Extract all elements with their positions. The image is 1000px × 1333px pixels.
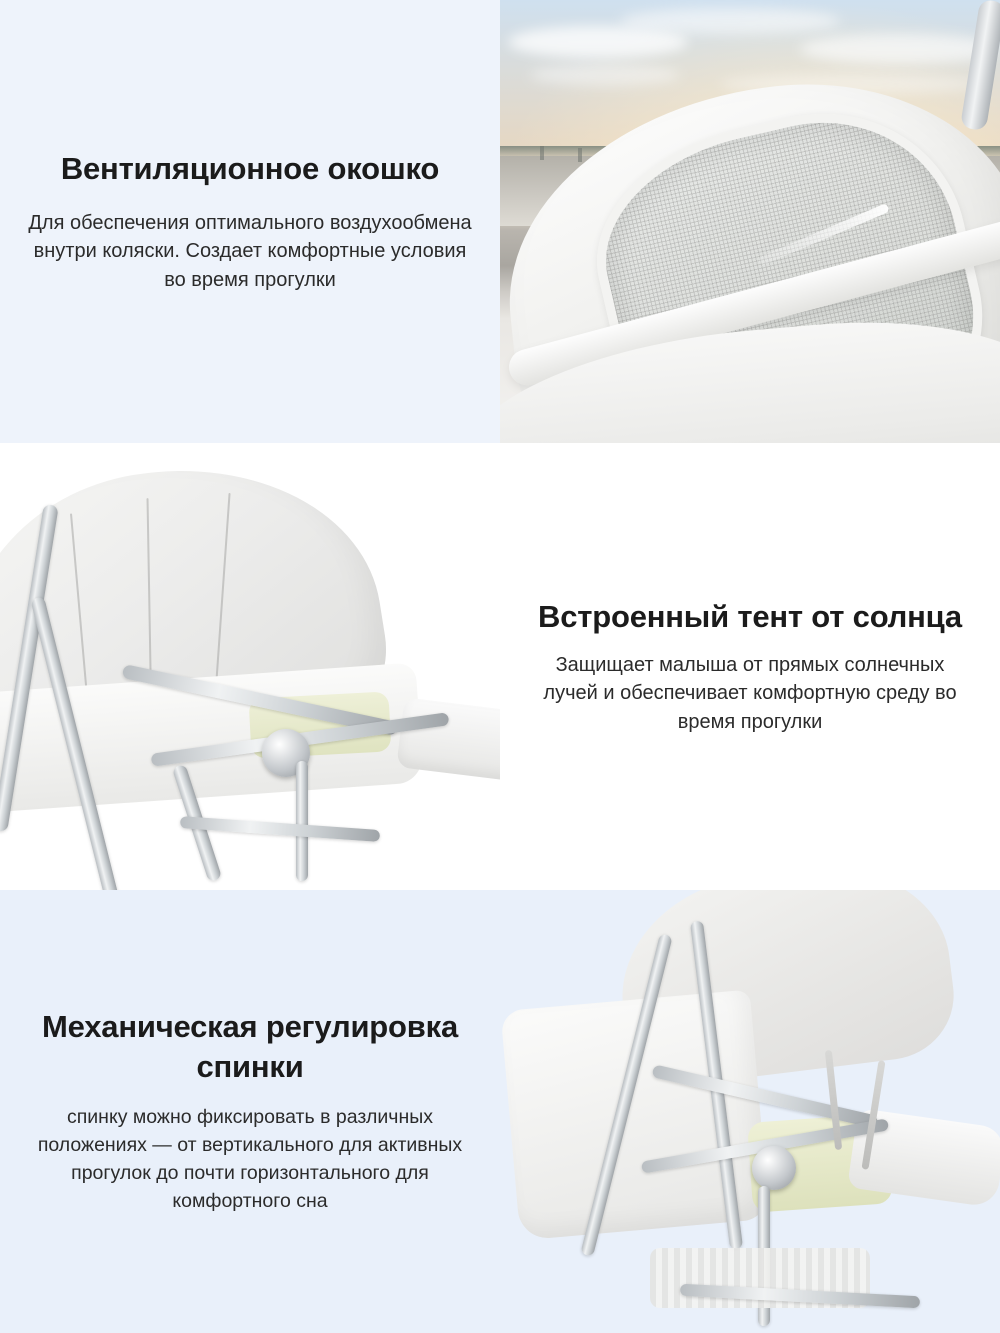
feature-body-backrest: спинку можно фиксировать в различных положениях — от вертикального для активных прогулок до почти горизонтального для комфортного сна: [37, 1105, 463, 1213]
frame-bar: [180, 816, 380, 842]
shore-post: [578, 148, 582, 162]
feature-text-block-ventilation: [0, 0, 500, 443]
feature-image-sun-canopy: [0, 443, 500, 890]
feature-section-sun-canopy: [0, 443, 1000, 890]
photo-canopy-mesh-window: [500, 0, 1000, 443]
cloud-shape: [530, 64, 680, 86]
feature-image-backrest: [500, 890, 1000, 1333]
frame-bar: [296, 761, 308, 881]
feature-text-block-sun-canopy: [500, 443, 1000, 890]
photo-stroller-side-view: [0, 443, 500, 890]
feature-body-ventilation: Для обеспечения оптимального воздухообмена внутри коляски. Создает комфортные условия во время прогулки: [28, 211, 472, 291]
feature-text-block-backrest: [0, 890, 500, 1333]
feature-heading-ventilation: Вентиляционное окошко: [60, 151, 440, 187]
photo-stroller-recline: [500, 890, 1000, 1333]
feature-heading-backrest: Механическая регулировка спинки: [41, 1009, 458, 1084]
shore-post: [540, 146, 544, 160]
feature-body-sun-canopy: Защищает малыша от прямых солнечных лучей и обеспечивает комфортную среду во время прогулки: [543, 653, 957, 733]
feature-heading-sun-canopy: Встроенный тент от солнца: [538, 599, 962, 635]
feature-image-ventilation: [500, 0, 1000, 443]
cloud-shape: [620, 8, 840, 34]
feature-section-ventilation: [0, 0, 1000, 443]
frame-pivot-hub: [752, 1146, 796, 1190]
feature-section-backrest: [0, 890, 1000, 1333]
